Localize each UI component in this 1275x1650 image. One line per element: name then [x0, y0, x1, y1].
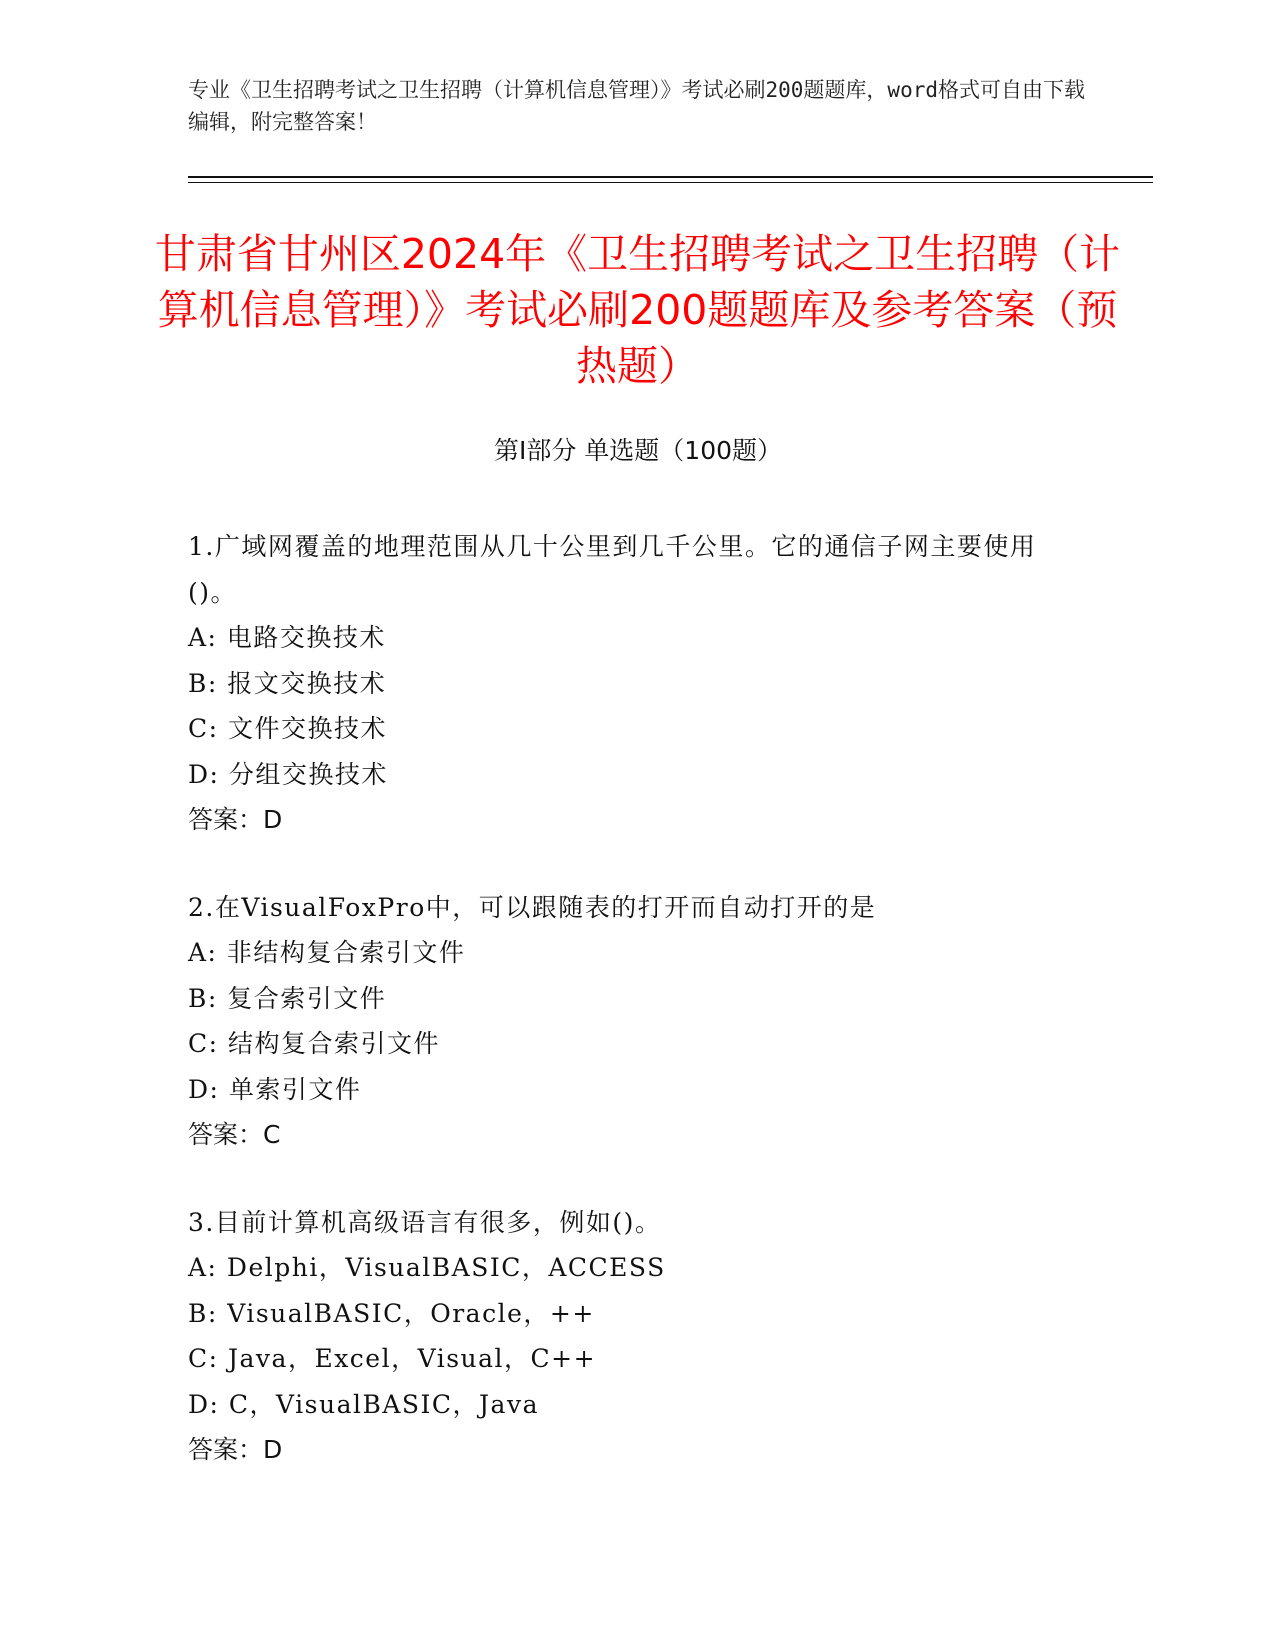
- question-stem: 3.目前计算机高级语言有很多，例如()。: [188, 1207, 662, 1237]
- question-stem: 1.广域网覆盖的地理范围从几十公里到几千公里。它的通信子网主要使用()。: [188, 532, 1037, 607]
- section-heading: 第Ⅰ部分 单选题（100题）: [493, 436, 783, 465]
- header-divider-thin: [188, 182, 1153, 183]
- option-b: B: 报文交换技术: [188, 668, 387, 698]
- header-note: 专业《卫生招聘考试之卫生招聘（计算机信息管理）》考试必刷200题题库，word格式可自由下载编辑，附完整答案！: [188, 78, 1085, 134]
- question-1: [188, 524, 1068, 843]
- answer-line: 答案：D: [188, 1435, 283, 1464]
- question-2: [188, 885, 1068, 1158]
- option-d: D: C，VisualBASIC，Java: [188, 1389, 539, 1419]
- question-stem: 2.在VisualFoxPro中，可以跟随表的打开而自动打开的是: [188, 892, 877, 922]
- option-d: D: 单索引文件: [188, 1074, 362, 1104]
- option-d: D: 分组交换技术: [188, 759, 388, 789]
- answer-line: 答案：C: [188, 1120, 281, 1149]
- option-c: C: 结构复合索引文件: [188, 1029, 440, 1058]
- option-c: C: 文件交换技术: [188, 714, 387, 743]
- option-b: B: 复合索引文件: [188, 983, 387, 1013]
- question-3: [188, 1200, 1068, 1473]
- option-a: A: Delphi，VisualBASIC，ACCESS: [188, 1253, 666, 1282]
- question-list: [188, 524, 1068, 1515]
- answer-line: 答案：D: [188, 805, 283, 834]
- option-a: A: 电路交换技术: [188, 623, 386, 652]
- option-b: B: VisualBASIC，Oracle，++: [188, 1298, 595, 1328]
- header-divider-thick: [188, 176, 1153, 178]
- option-c: C: Java，Excel，Visual，C++: [188, 1344, 597, 1373]
- document-title: 甘肃省甘州区2024年《卫生招聘考试之卫生招聘（计算机信息管理）》考试必刷200题题库及参考答案（预热题）: [154, 230, 1121, 390]
- option-a: A: 非结构复合索引文件: [188, 938, 466, 967]
